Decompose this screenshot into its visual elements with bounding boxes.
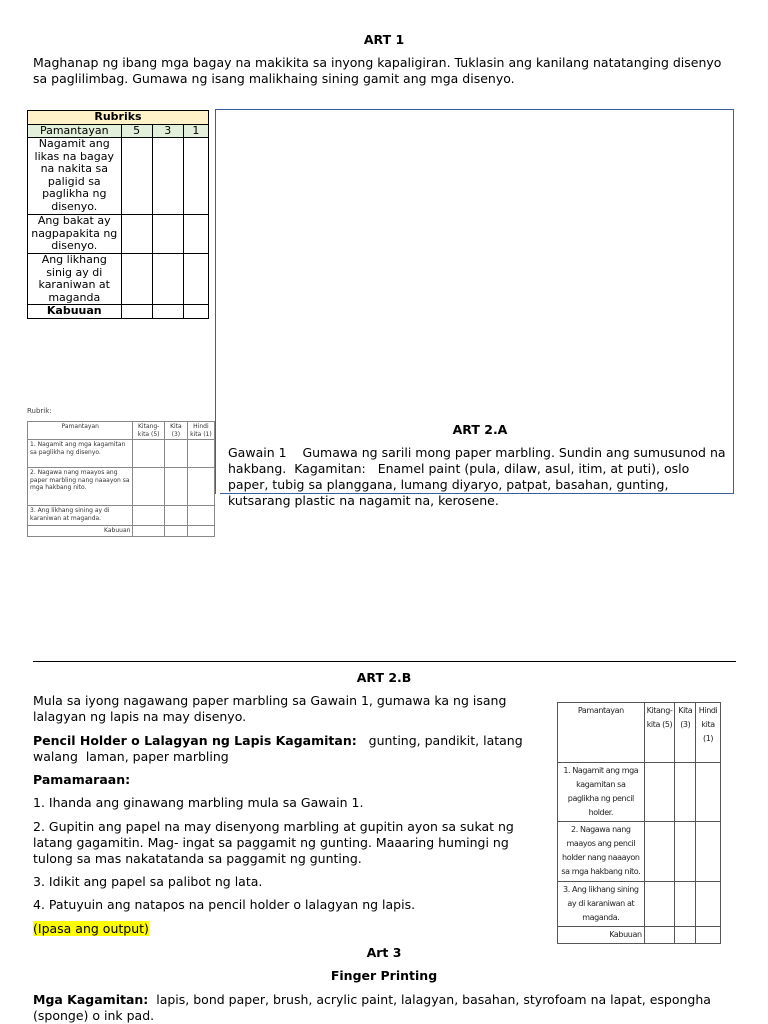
- art3-materials-text: lapis, bond paper, brush, acrylic paint, lalagyan, basahan, styrofoam na lapat, espongha (sponge) o ink pad.: [33, 992, 715, 1023]
- section-divider: [33, 661, 736, 662]
- rubric3-table: [557, 702, 721, 944]
- rubric-col-3: 3: [152, 124, 183, 138]
- rubric-col-5: 5: [121, 124, 152, 138]
- rubric-table: [27, 110, 209, 319]
- art2b-step: 3. Idikit ang papel sa palibot ng lata.: [33, 874, 263, 889]
- rubric2-table: [27, 421, 215, 537]
- rubric-row-criteria: Nagamit ang likas na bagay na nakita sa paligid sa paglikha ng disenyo.: [28, 138, 122, 215]
- rubric2-col-5: Kitang-kita (5): [133, 422, 165, 440]
- art3-materials-label: Mga Kagamitan:: [33, 992, 149, 1007]
- rubric3-col-criteria: Pamantayan: [558, 703, 645, 763]
- art2b-step: 2. Gupitin ang papel na may disenyong marbling at gupitin ayon sa sukat ng latang gagamitin. Mag- ingat sa paggamit ng gunting. Maaaring humingi ng tulong sa mas nakatatanda sa paggamit ng gunting.: [33, 819, 514, 866]
- rubric-col-criteria: Pamantayan: [28, 124, 122, 138]
- art2b-note: [33, 921, 149, 937]
- art3-subtitle: Finger Printing: [330, 968, 438, 983]
- art2b-materials: [33, 733, 541, 765]
- art2b-step: 1. Ihanda ang ginawang marbling mula sa Gawain 1.: [33, 795, 364, 810]
- rubric2-row: 2. Nagawa nang maayos ang paper marbling nang naaayon sa mga hakbang nito.: [28, 468, 133, 506]
- rubric2-total: Kabuuan: [28, 526, 133, 537]
- rubric2-row: 1. Nagamit ang mga kagamitan sa paglikha ng disenyo.: [28, 440, 133, 468]
- art1-instructions: Maghanap ng ibang mga bagay na makikita sa inyong kapaligiran. Tuklasin ang kanilang natatanging disenyo sa paglilimbag. Gumawa ng isang malikhaing sining gamit ang mga disenyo.: [33, 55, 722, 86]
- rubric3-col-3: Kita (3): [675, 703, 696, 763]
- art2b-note-text: (Ipasa ang output): [33, 921, 149, 936]
- art1-title: ART 1: [363, 32, 405, 47]
- rubric2-col-criteria: Pamantayan: [28, 422, 133, 440]
- rubric3-col-1: Hindi kita (1): [696, 703, 721, 763]
- art2b-title: ART 2.B: [356, 670, 412, 685]
- rubric-title: Rubriks: [28, 111, 209, 125]
- rubric-row-criteria: Ang likhang sinig ay di karaniwan at maganda: [28, 254, 122, 305]
- rubric-col-1: 1: [183, 124, 208, 138]
- rubric2-col-1: Hindi kita (1): [187, 422, 214, 440]
- rubric-total: Kabuuan: [28, 305, 122, 319]
- art2a-text: Gawain 1 Gumawa ng sarili mong paper marbling. Sundin ang sumusunod na hakbang. Kagamitan: Enamel paint (pula, dilaw, asul, itim, at puti), oslo paper, tubig sa planggana, lumang diyaryo, patpat, basahan, gunting, kutsarang plastic na nagamit na, kerosene.: [228, 445, 730, 508]
- art2b-materials-label: Pencil Holder o Lalagyan ng Lapis Kagamitan:: [33, 733, 357, 748]
- art2b-intro: Mula sa iyong nagawang paper marbling sa Gawain 1, gumawa ka ng isang lalagyan ng lapis na may disenyo.: [33, 693, 507, 724]
- art2b-materials-text: gunting, pandikit, latang walang laman, paper marbling: [33, 733, 527, 764]
- art2b-steps-label: Pamamaraan:: [33, 772, 131, 787]
- rubric3-col-5: Kitang-kita (5): [644, 703, 675, 763]
- rubric-row-criteria: Ang bakat ay nagpapakita ng disenyo.: [28, 215, 122, 254]
- art2a-title: ART 2.A: [452, 422, 508, 437]
- rubric3-row: 1. Nagamit ang mga kagamitan sa paglikha ng pencil holder.: [558, 763, 645, 822]
- rubric3-row: 3. Ang likhang sining ay di karaniwan at maganda.: [558, 882, 645, 927]
- rubric2-col-3: Kita (3): [164, 422, 187, 440]
- art3-materials: [33, 992, 738, 1024]
- rubric2-label: Rubrik:: [27, 407, 52, 415]
- art3-title: Art 3: [366, 945, 402, 960]
- rubric3-row: 2. Nagawa nang maayos ang pencil holder nang naaayon sa mga hakbang nito.: [558, 822, 645, 882]
- rubric3-total: Kabuuan: [558, 927, 645, 944]
- art2b-step: 4. Patuyuin ang natapos na pencil holder o lalagyan ng lapis.: [33, 897, 416, 912]
- rubric2-row: 3. Ang likhang sining ay di karaniwan at maganda.: [28, 506, 133, 526]
